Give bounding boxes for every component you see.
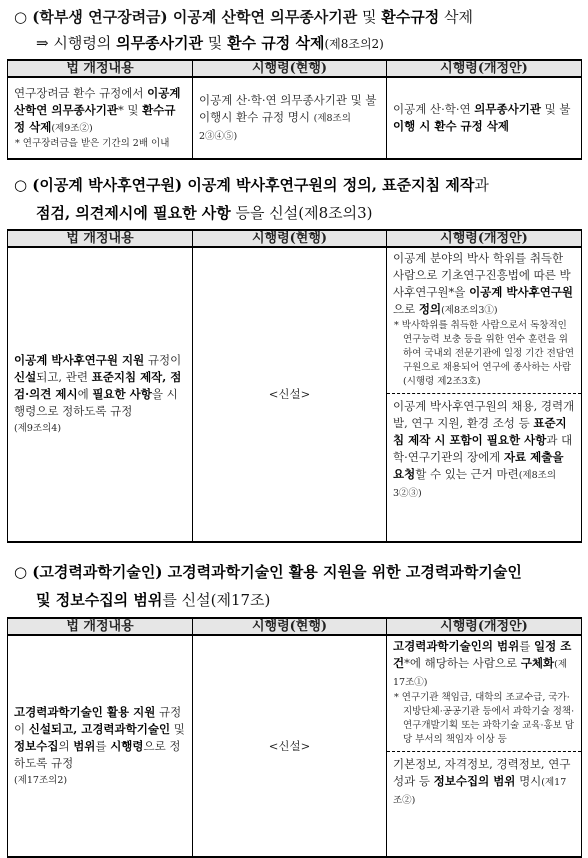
s3-revised-cell [387,635,582,857]
s3-rev-b1: 기본정보, 자격정보, 경력정보, 연구성과 등 [393,757,571,788]
s1-law-bold2: 환수규정 삭제 [14,103,176,134]
s1-current-text: 이공계 산·학·연 의무종사기관 및 불이행시 환수 규정 명시 [199,92,377,124]
s1-law-note: * 연구장려금을 받은 기간의 2배 이내 [15,138,170,149]
s1-current-ref: (제8조의2③④⑤) [199,112,351,142]
s3-law-ref: (제17조의2) [14,774,68,786]
s2-rev-block-b [387,393,581,502]
s2-rev-b1: 이공계 박사후연구원의 채용, 경력개발, 연구 지원, 환경 조성 등 [393,399,575,430]
s1-title-bold2: 환수규정 [381,8,440,26]
s2-col-current: 시행령(현행) [193,230,387,247]
s1-sub-ref: (제8조의2) [324,37,384,51]
s3-law-text2: 및 [170,721,185,736]
s2-law-cell [8,247,193,542]
s2-rev-a2: 으로 [393,302,419,316]
s2-title-mid: 과 [474,176,489,194]
s3-law-bold1: 고경력과학기술인 활용 지원 [14,704,156,719]
s3-law-bold3: 정보수집 [14,738,59,753]
s3-rev-bb1: 정보수집의 범위 [433,774,516,788]
s3-title-mid: 및 [36,591,56,609]
s2-law-bold1: 이공계 박사후연구원 지원 [14,353,145,367]
s3-title-bold: ○ (고경력과학기술인) 고경력과학기술인 활용 지원을 위한 [14,563,406,581]
col-current: 시행령(현행) [193,60,387,77]
s2-law-bold2: 신설 [14,370,37,384]
s3-law-text5: 으로 정하도록 규정 [14,738,181,770]
s3-law-bold2: 신설되고, 고경력과학기술인 [28,721,171,736]
s2-rev-b3: 할 수 있는 근거 마련 [415,467,519,481]
s2-law-text4: 을 시행령으로 정하도록 규정 [14,387,178,418]
s3-law-text1: 규정이 [14,704,182,736]
section3-title [14,558,580,614]
s3-col-law: 법 개정내용 [8,618,193,635]
s2-title-b1: 정의, 표준지침 제작 [342,176,475,194]
s3-title-b2: 정보수집의 범위 [55,591,163,609]
s1-rev-bold2: 이행 시 환수 규정 삭제 [393,119,509,133]
s3-current-text: <신설> [268,738,311,753]
s2-rev-ab1: 이공계 박사후연구원 [469,285,574,299]
s2-title-post: 등을 신설(제8조의3) [230,204,373,222]
s2-rev-block-a [393,250,575,389]
s3-law-bold4: 범위 [73,738,96,753]
s3-rev-bref: (제17조②) [393,777,567,806]
s3-rev-aref: (제17조①) [393,659,568,688]
s2-title-b2: 점검, 의견제시에 필요한 사항 [36,204,231,222]
s2-law-text2: 되고, 관련 [36,370,92,384]
s3-rev-anote: * 연구기관 책임급, 대학의 조교수급, 국가·지방단체·공공기관 등에서 과학기술 정책·연구개발기획 또는 과학기술 교육·홍보 담당 부서의 책임자 이상 등 [394,692,575,745]
s1-revised-cell [387,77,582,159]
s1-law-ref: (제9조②) [51,123,93,134]
s3-law-bold5: 시행령 [110,738,144,753]
s2-law-ref: (제9조의4) [14,423,62,434]
s3-current-cell [193,635,387,857]
s2-current-text: <신설> [268,387,311,401]
s2-rev-a1: 이공계 분야의 박사 학위를 취득한 사람으로 기초연구진흥법에 따른 박사후연구원*을 [393,251,571,299]
s2-rev-bb1: 표준지침 제작 시 포함이 필요한 사항 [393,416,567,447]
s1-sub-b2: 환수 규정 삭제 [227,34,325,52]
s2-rev-b2: 과 대학·연구기관의 장에게 [393,433,573,464]
s2-law-text3: 에 [77,387,93,401]
s2-current-cell [193,247,387,542]
s1-sub-pre: ⇒ 시행령의 [36,34,117,52]
section2-title [14,171,580,227]
s1-title-post: 삭제 [439,8,473,26]
s3-law-text3: 의 [58,738,74,753]
s1-law-cell [8,77,193,159]
s1-current-cell [193,77,387,159]
s2-rev-anote: * 박사학위를 취득한 사람으로서 독창적인 연구능력 보충 등을 위한 연수 훈련을 위하여 국내외 전문기관에 일정 기간 전담연구원으로 채용되어 연구에 종사하는 사람(시행령 제2조3호) [394,320,575,387]
s3-law-text4: 를 [95,738,111,753]
s2-law-bold4: 필요한 사항 [92,387,152,401]
section3-table [7,617,582,858]
s3-rev-b2: 명시 [515,774,542,788]
s3-rev-a2: *에 해당하는 사람으로 [404,656,521,670]
s2-col-law: 법 개정내용 [8,230,193,247]
s3-title-post: 를 신설(제17조) [162,591,271,609]
s3-rev-ab2: 일정 조건 [393,639,572,670]
s2-rev-aref: (제8조의3①) [441,305,498,316]
col-revised: 시행령(개정안) [387,60,582,77]
s1-title-bold: ○ (학부생 연구장려금) 이공계 산학연 의무종사기관 [14,8,358,26]
s2-rev-bref: (제8조의3②③) [393,470,557,499]
s1-rev-text1: 이공계 산·학·연 [393,102,475,116]
s2-title-bold: ○ (이공계 박사후연구원) 이공계 박사후연구원의 [14,176,343,194]
s1-law-bold1: 이공계 산학연 의무종사기관 [14,86,181,117]
section1-table [7,59,582,160]
s3-rev-a1: 를 [519,639,534,653]
s3-title-b1: 고경력과학기술인 [405,563,522,581]
s3-rev-block-b [387,751,581,809]
section1-subtitle [36,30,576,58]
s2-rev-bb2: 자료 제출을 요청 [393,450,564,481]
s3-rev-ab1: 고경력과학기술인의 범위 [393,639,520,653]
col-law: 법 개정내용 [8,60,193,77]
s3-law-cell [8,635,193,857]
section1-title [14,4,580,31]
s1-sub-mid: 및 [203,34,228,52]
s3-col-revised: 시행령(개정안) [387,618,582,635]
s1-title-mid: 및 [357,8,382,26]
s2-col-revised: 시행령(개정안) [387,230,582,247]
s1-rev-bold1: 의무종사기관 [474,102,541,116]
section2-table [7,229,582,543]
s3-rev-ab3: 구체화 [520,656,555,670]
s3-col-current: 시행령(현행) [193,618,387,635]
s1-rev-text2: 및 불 [540,102,571,116]
s3-rev-block-a [393,638,575,747]
s1-law-text2: * 및 [117,103,143,117]
s2-law-bold3: 표준지침 제작, 점검·의견 제시 [14,370,182,401]
s1-sub-b1: 의무종사기관 [116,34,204,52]
s2-revised-cell [387,247,582,542]
s2-rev-ab2: 정의 [418,302,442,316]
s1-law-text1: 연구장려금 환수 규정에서 [14,86,148,100]
s2-law-text1: 규정이 [144,353,182,367]
